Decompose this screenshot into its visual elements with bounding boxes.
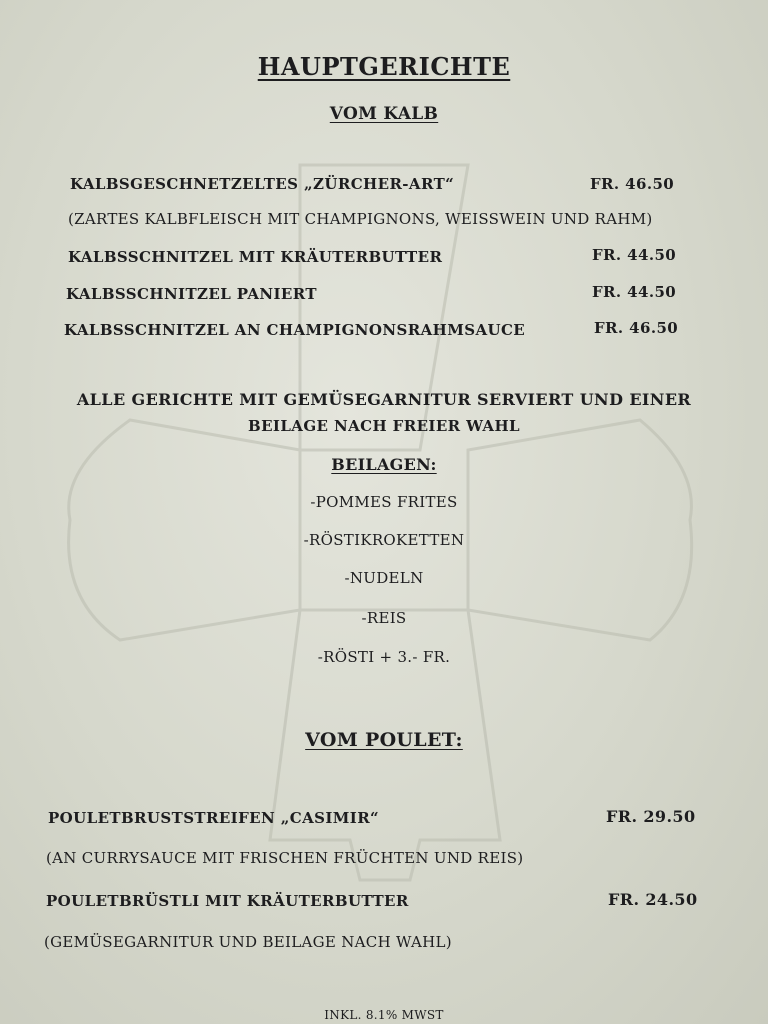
menu-item-price: FR. 29.50 [606, 807, 696, 826]
menu-item-description: (GEMÜSEGARNITUR UND BEILAGE NACH WAHL) [44, 933, 452, 951]
menu-item-price: FR. 44.50 [592, 246, 677, 264]
menu-item-description: (ZARTES KALBFLEISCH MIT CHAMPIGNONS, WEISSWEIN UND RAHM) [68, 210, 653, 228]
menu-item-price: FR. 46.50 [594, 319, 679, 337]
serving-note-line-2: BEILAGE NACH FREIER WAHL [248, 417, 520, 435]
menu-item-price: FR. 46.50 [590, 175, 675, 193]
beilage-item: -RÖSTIKROKETTEN [303, 531, 465, 549]
menu-item-name: KALBSGESCHNETZELTES „ZÜRCHER-ART“ [70, 175, 455, 193]
beilage-item: -POMMES FRITES [310, 493, 458, 511]
menu-item-name: POULETBRÜSTLI MIT KRÄUTERBUTTER [46, 892, 409, 910]
menu-item-price: FR. 44.50 [592, 283, 677, 301]
menu-item-name: KALBSSCHNITZEL AN CHAMPIGNONSRAHMSAUCE [64, 321, 526, 339]
beilage-item: -NUDELN [344, 569, 424, 587]
beilagen-title: BEILAGEN: [331, 455, 437, 474]
menu-item-name: POULETBRUSTSTREIFEN „CASIMIR“ [48, 809, 380, 827]
footer-vat-note: INKL. 8.1% MWST [324, 1008, 444, 1022]
menu-item-description: (AN CURRYSAUCE MIT FRISCHEN FRÜCHTEN UND REIS) [46, 849, 524, 867]
section-title-poulet: VOM POULET: [305, 729, 463, 751]
page-title: HAUPTGERICHTE [257, 52, 511, 81]
menu-item-price: FR. 24.50 [608, 890, 698, 909]
serving-note-line-1: ALLE GERICHTE MIT GEMÜSEGARNITUR SERVIERT UND EINER [76, 390, 692, 409]
beilage-item: -RÖSTI + 3.- FR. [317, 648, 451, 666]
menu-item-name: KALBSSCHNITZEL PANIERT [66, 285, 317, 303]
menu-item-name: KALBSSCHNITZEL MIT KRÄUTERBUTTER [68, 248, 443, 266]
section-title-kalb: VOM KALB [329, 104, 439, 124]
beilage-item: -REIS [361, 609, 407, 627]
